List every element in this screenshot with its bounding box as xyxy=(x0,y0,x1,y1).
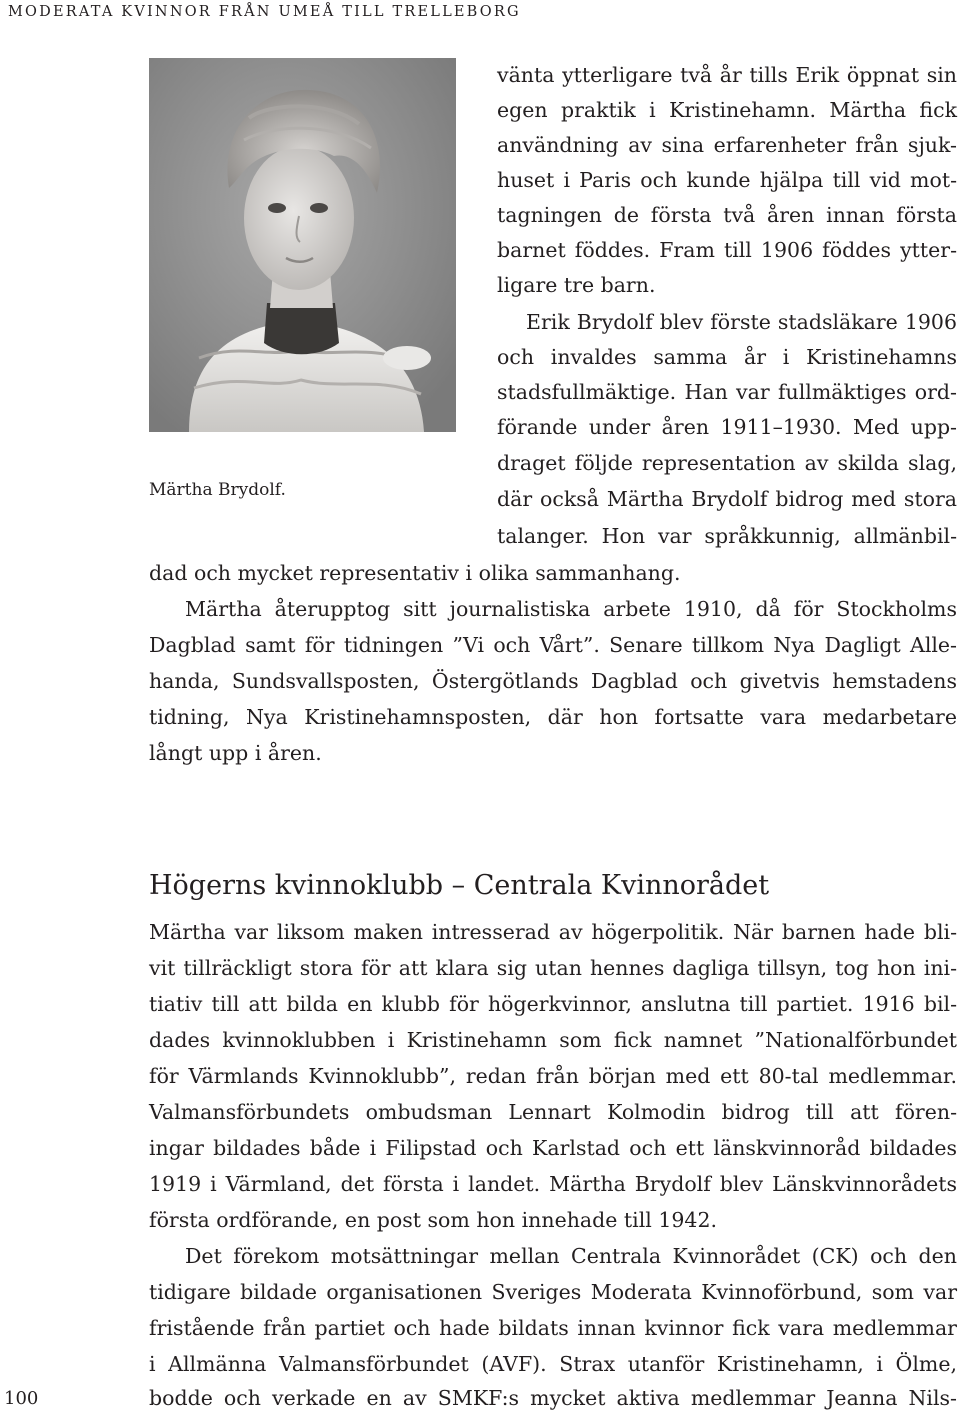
text-line: egen praktik i Kristinehamn. Märtha fick xyxy=(497,98,957,122)
text-line: förande under åren 1911–1930. Med upp- xyxy=(497,415,957,439)
text-line: stadsfullmäktige. Han var fullmäktiges ord- xyxy=(497,380,957,404)
text-line: tidigare bildade organisationen Sveriges Moderata Kvinnoförbund, som var xyxy=(149,1280,957,1304)
text-line: långt upp i åren. xyxy=(149,741,322,765)
text-line: Valmansförbundets ombudsman Lennart Kolmodin bidrog till att fören- xyxy=(149,1100,957,1124)
text-line: bodde och verkade en av SMKF:s mycket aktiva medlemmar Jeanna Nils- xyxy=(149,1386,957,1410)
text-line: fristående från partiet och hade bildats innan kvinnor fick vara medlemmar xyxy=(149,1316,957,1340)
text-line: ingar bildades både i Filipstad och Karlstad och ett länskvinnoråd bildades xyxy=(149,1136,957,1160)
text-line: och invaldes samma år i Kristinehamns xyxy=(497,345,957,369)
photo-caption: Märtha Brydolf. xyxy=(149,480,286,500)
text-line: Märtha var liksom maken intresserad av högerpolitik. När barnen hade bli- xyxy=(149,920,957,944)
text-line: för Värmlands Kvinnoklubb”, redan från början med ett 80-tal medlemmar. xyxy=(149,1064,957,1088)
text-line: handa, Sundsvallsposten, Östergötlands Dagblad och givetvis hemstadens xyxy=(149,669,957,693)
text-line: dad och mycket representativ i olika sammanhang. xyxy=(149,561,681,585)
text-line: 1919 i Värmland, det första i landet. Märtha Brydolf blev Länskvinnorådets xyxy=(149,1172,957,1196)
text-line: användning av sina erfarenheter från sjuk- xyxy=(497,133,957,157)
page-number: 100 xyxy=(4,1388,39,1409)
text-line: barnet föddes. Fram till 1906 föddes ytter- xyxy=(497,238,957,262)
text-line: där också Märtha Brydolf bidrog med stora xyxy=(497,487,957,511)
text-line: tidning, Nya Kristinehamnsposten, där hon fortsatte vara medarbetare xyxy=(149,705,957,729)
running-head: MODERATA KVINNOR FRÅN UMEÅ TILL TRELLEBORG xyxy=(8,4,521,20)
text-line: Det förekom motsättningar mellan Centrala Kvinnorådet (CK) och den xyxy=(185,1244,957,1268)
text-line: talanger. Hon var språkkunnig, allmänbil- xyxy=(497,524,957,548)
text-line: Dagblad samt för tidningen ”Vi och Vårt”. Senare tillkom Nya Dagligt Alle- xyxy=(149,633,957,657)
text-line: tiativ till att bilda en klubb för högerkvinnor, anslutna till partiet. 1916 bil- xyxy=(149,992,957,1016)
text-line: ligare tre barn. xyxy=(497,273,656,297)
text-line: första ordförande, en post som hon innehade till 1942. xyxy=(149,1208,718,1232)
section-heading: Högerns kvinnoklubb – Centrala Kvinnorådet xyxy=(149,870,770,901)
text-line: Erik Brydolf blev förste stadsläkare 1906 xyxy=(526,310,957,334)
text-line: huset i Paris och kunde hjälpa till vid mot- xyxy=(497,168,957,192)
portrait-photo xyxy=(149,58,456,432)
text-line: vit tillräckligt stora för att klara sig utan hennes dagliga tillsyn, tog hon ini- xyxy=(149,956,957,980)
text-line: tagningen de första två åren innan första xyxy=(497,203,957,227)
text-line: vänta ytterligare två år tills Erik öppnat sin xyxy=(497,63,957,87)
text-line: Märtha återupptog sitt journalistiska arbete 1910, då för Stockholms xyxy=(185,597,957,621)
text-line: dades kvinnoklubben i Kristinehamn som fick namnet ”Nationalförbundet xyxy=(149,1028,957,1052)
text-line: draget följde representation av skilda slag, xyxy=(497,451,957,475)
text-line: i Allmänna Valmansförbundet (AVF). Strax utanför Kristinehamn, i Ölme, xyxy=(149,1352,957,1376)
